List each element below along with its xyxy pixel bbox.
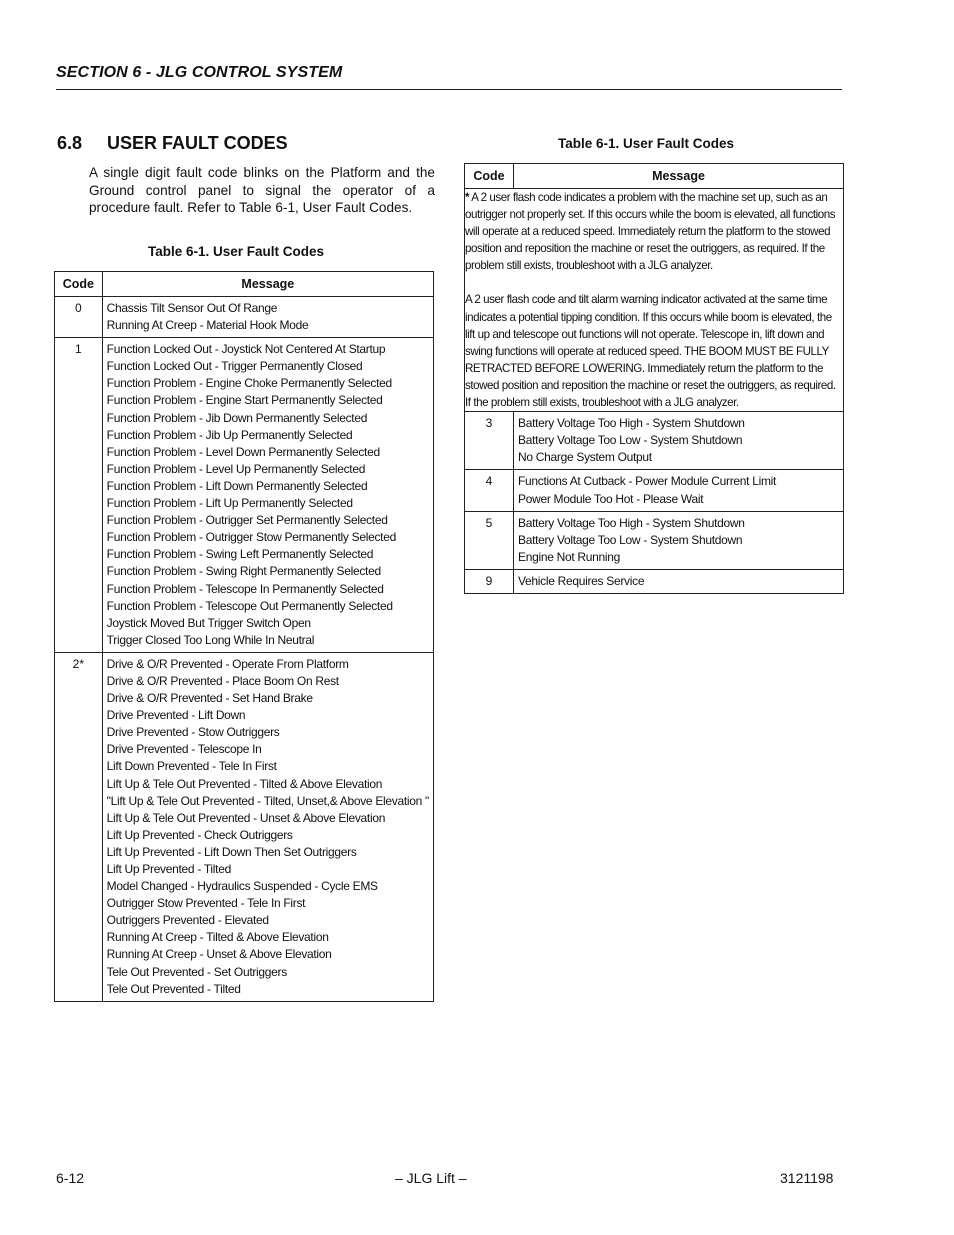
fault-messages: [102, 652, 433, 1001]
fault-message: Lift Up Prevented - Check Outriggers: [106, 827, 293, 842]
fault-message: Power Module Too Hot - Please Wait: [518, 491, 704, 506]
table-row: [55, 652, 434, 1001]
section-header: SECTION 6 - JLG CONTROL SYSTEM: [56, 64, 343, 81]
fault-message: Running At Creep - Tilted & Above Elevation: [106, 930, 329, 945]
fault-message: Engine Not Running: [518, 549, 621, 564]
fault-message: Drive Prevented - Lift Down: [106, 708, 246, 723]
fault-message: Outriggers Prevented - Elevated: [106, 913, 269, 928]
fault-message: Running At Creep - Material Hook Mode: [106, 318, 309, 333]
fault-message: Tele Out Prevented - Set Outriggers: [106, 964, 287, 979]
fault-message: Battery Voltage Too Low - System Shutdown: [518, 433, 743, 448]
table-row: [465, 412, 844, 470]
right-fault-code-table: [464, 163, 844, 594]
fault-message: Battery Voltage Too High - System Shutdown: [518, 416, 745, 431]
fault-message: Function Problem - Level Up Permanently Selected: [106, 461, 366, 476]
fault-message: Lift Up & Tele Out Prevented - Tilted & Above Elevation: [106, 776, 383, 791]
fault-message: Lift Up & Tele Out Prevented - Unset & Above Elevation: [106, 810, 386, 825]
fault-message: Function Problem - Telescope In Permanently Selected: [106, 581, 384, 596]
note-paragraph: A 2 user flash code and tilt alarm warning indicator activated at the same time indicates a potential tipping condition. If this occurs while boom is elevated, the lift up and telescope out functions will not operate. Telescope in, lift down and swing functions will operate at reduced speed. THE BOOM MUST BE FULLY RETRACTED BEFORE LOWERING. Immediately return the platform to the stowed position and reposition the machine or reset the outriggers, as required. If the problem still exists, troubleshoot with a JLG analyzer.: [465, 293, 836, 410]
fault-message: Model Changed - Hydraulics Suspended - Cycle EMS: [106, 879, 378, 894]
fault-code: 2*: [55, 652, 103, 1001]
table-row: [465, 569, 844, 593]
document-number: 3121198: [780, 1170, 834, 1186]
fault-code: 1: [55, 338, 103, 653]
table-note: [465, 189, 844, 412]
fault-message: Tele Out Prevented - Tilted: [106, 981, 241, 996]
column-header-code: Code: [55, 272, 103, 297]
note-paragraph: * A 2 user flash code indicates a problem with the machine set up, such as an outrigger not properly set. If this occurs while the boom is elevated, all functions will operate at a reduced speed. Immediately return the platform to the stowed position and reposition the machine or reset the outriggers, as required. If the problem still exists, troubleshoot with a JLG analyzer.: [465, 191, 836, 273]
section-heading: [57, 133, 288, 154]
fault-messages: [514, 470, 844, 511]
fault-message: Lift Down Prevented - Tele In First: [106, 759, 277, 774]
fault-message: Function Problem - Swing Right Permanently Selected: [106, 564, 381, 579]
section-title: USER FAULT CODES: [107, 133, 288, 153]
fault-message: Battery Voltage Too Low - System Shutdown: [518, 532, 743, 547]
fault-messages: [514, 569, 844, 593]
fault-message: "Lift Up & Tele Out Prevented - Tilted, Unset,& Above Elevation ": [106, 793, 429, 808]
fault-message: Drive & O/R Prevented - Set Hand Brake: [106, 691, 313, 706]
fault-message: Function Locked Out - Joystick Not Centered At Startup: [106, 342, 386, 357]
table-row: [55, 338, 434, 653]
fault-message: Battery Voltage Too High - System Shutdown: [518, 515, 745, 530]
table-row: [465, 470, 844, 511]
fault-message: Outrigger Stow Prevented - Tele In First: [106, 896, 306, 911]
fault-message: Lift Up Prevented - Tilted: [106, 862, 231, 876]
fault-message: Drive Prevented - Telescope In: [106, 742, 262, 757]
fault-messages: [514, 511, 844, 569]
fault-code: 5: [465, 511, 514, 569]
footer-center: – JLG Lift –: [395, 1170, 467, 1186]
fault-message: Trigger Closed Too Long While In Neutral: [106, 632, 315, 647]
fault-message: Functions At Cutback - Power Module Current Limit: [518, 474, 777, 489]
fault-message: Function Problem - Lift Up Permanently Selected: [106, 496, 353, 511]
fault-message: No Charge System Output: [518, 450, 652, 465]
column-header-code: Code: [465, 164, 514, 189]
fault-message: Drive & O/R Prevented - Place Boom On Rest: [106, 673, 339, 688]
fault-message: Function Problem - Level Down Permanently Selected: [106, 444, 380, 459]
table-row: [55, 297, 434, 338]
fault-message: Running At Creep - Unset & Above Elevation: [106, 947, 332, 962]
intro-paragraph: A single digit fault code blinks on the Platform and the Ground control panel to signal the operator of a procedure fault. Refer to Table 6-1, User Fault Codes.: [89, 165, 435, 215]
table-row: [465, 511, 844, 569]
fault-message: Drive Prevented - Stow Outriggers: [106, 725, 280, 740]
fault-code: 9: [465, 569, 514, 593]
fault-message: Drive & O/R Prevented - Operate From Platform: [106, 656, 349, 671]
fault-message: Function Problem - Outrigger Set Permanently Selected: [106, 513, 388, 528]
fault-message: Lift Up Prevented - Lift Down Then Set Outriggers: [106, 844, 357, 859]
header-divider: [56, 89, 842, 90]
fault-message: Chassis Tilt Sensor Out Of Range: [106, 301, 278, 315]
fault-message: Function Problem - Jib Up Permanently Selected: [106, 427, 353, 442]
fault-message: Function Problem - Jib Down Permanently Selected: [106, 410, 368, 425]
page-number: 6-12: [56, 1170, 85, 1186]
fault-message: Joystick Moved But Trigger Switch Open: [106, 615, 311, 630]
fault-message: Function Problem - Outrigger Stow Permanently Selected: [106, 530, 396, 545]
fault-code: 3: [465, 412, 514, 470]
fault-message: Function Problem - Telescope Out Permanently Selected: [106, 598, 393, 613]
fault-message: Function Locked Out - Trigger Permanently Closed: [106, 359, 363, 374]
fault-message: Vehicle Requires Service: [518, 573, 645, 588]
fault-code: 0: [55, 297, 103, 338]
right-table-caption: Table 6-1. User Fault Codes: [558, 136, 735, 151]
fault-messages: [514, 412, 844, 470]
left-fault-code-table: [54, 271, 434, 1002]
column-header-message: Message: [514, 164, 844, 189]
section-number: 6.8: [57, 133, 83, 153]
fault-message: Function Problem - Engine Choke Permanently Selected: [106, 376, 392, 391]
note-marker: *: [465, 191, 470, 204]
fault-message: Function Problem - Engine Start Permanently Selected: [106, 393, 383, 408]
fault-message: Function Problem - Lift Down Permanently Selected: [106, 478, 368, 493]
fault-code: 4: [465, 470, 514, 511]
fault-messages: [102, 297, 433, 338]
fault-message: Function Problem - Swing Left Permanently Selected: [106, 547, 374, 562]
table-row: [465, 189, 844, 412]
fault-messages: [102, 338, 433, 653]
left-table-caption: Table 6-1. User Fault Codes: [148, 244, 325, 259]
column-header-message: Message: [102, 272, 433, 297]
